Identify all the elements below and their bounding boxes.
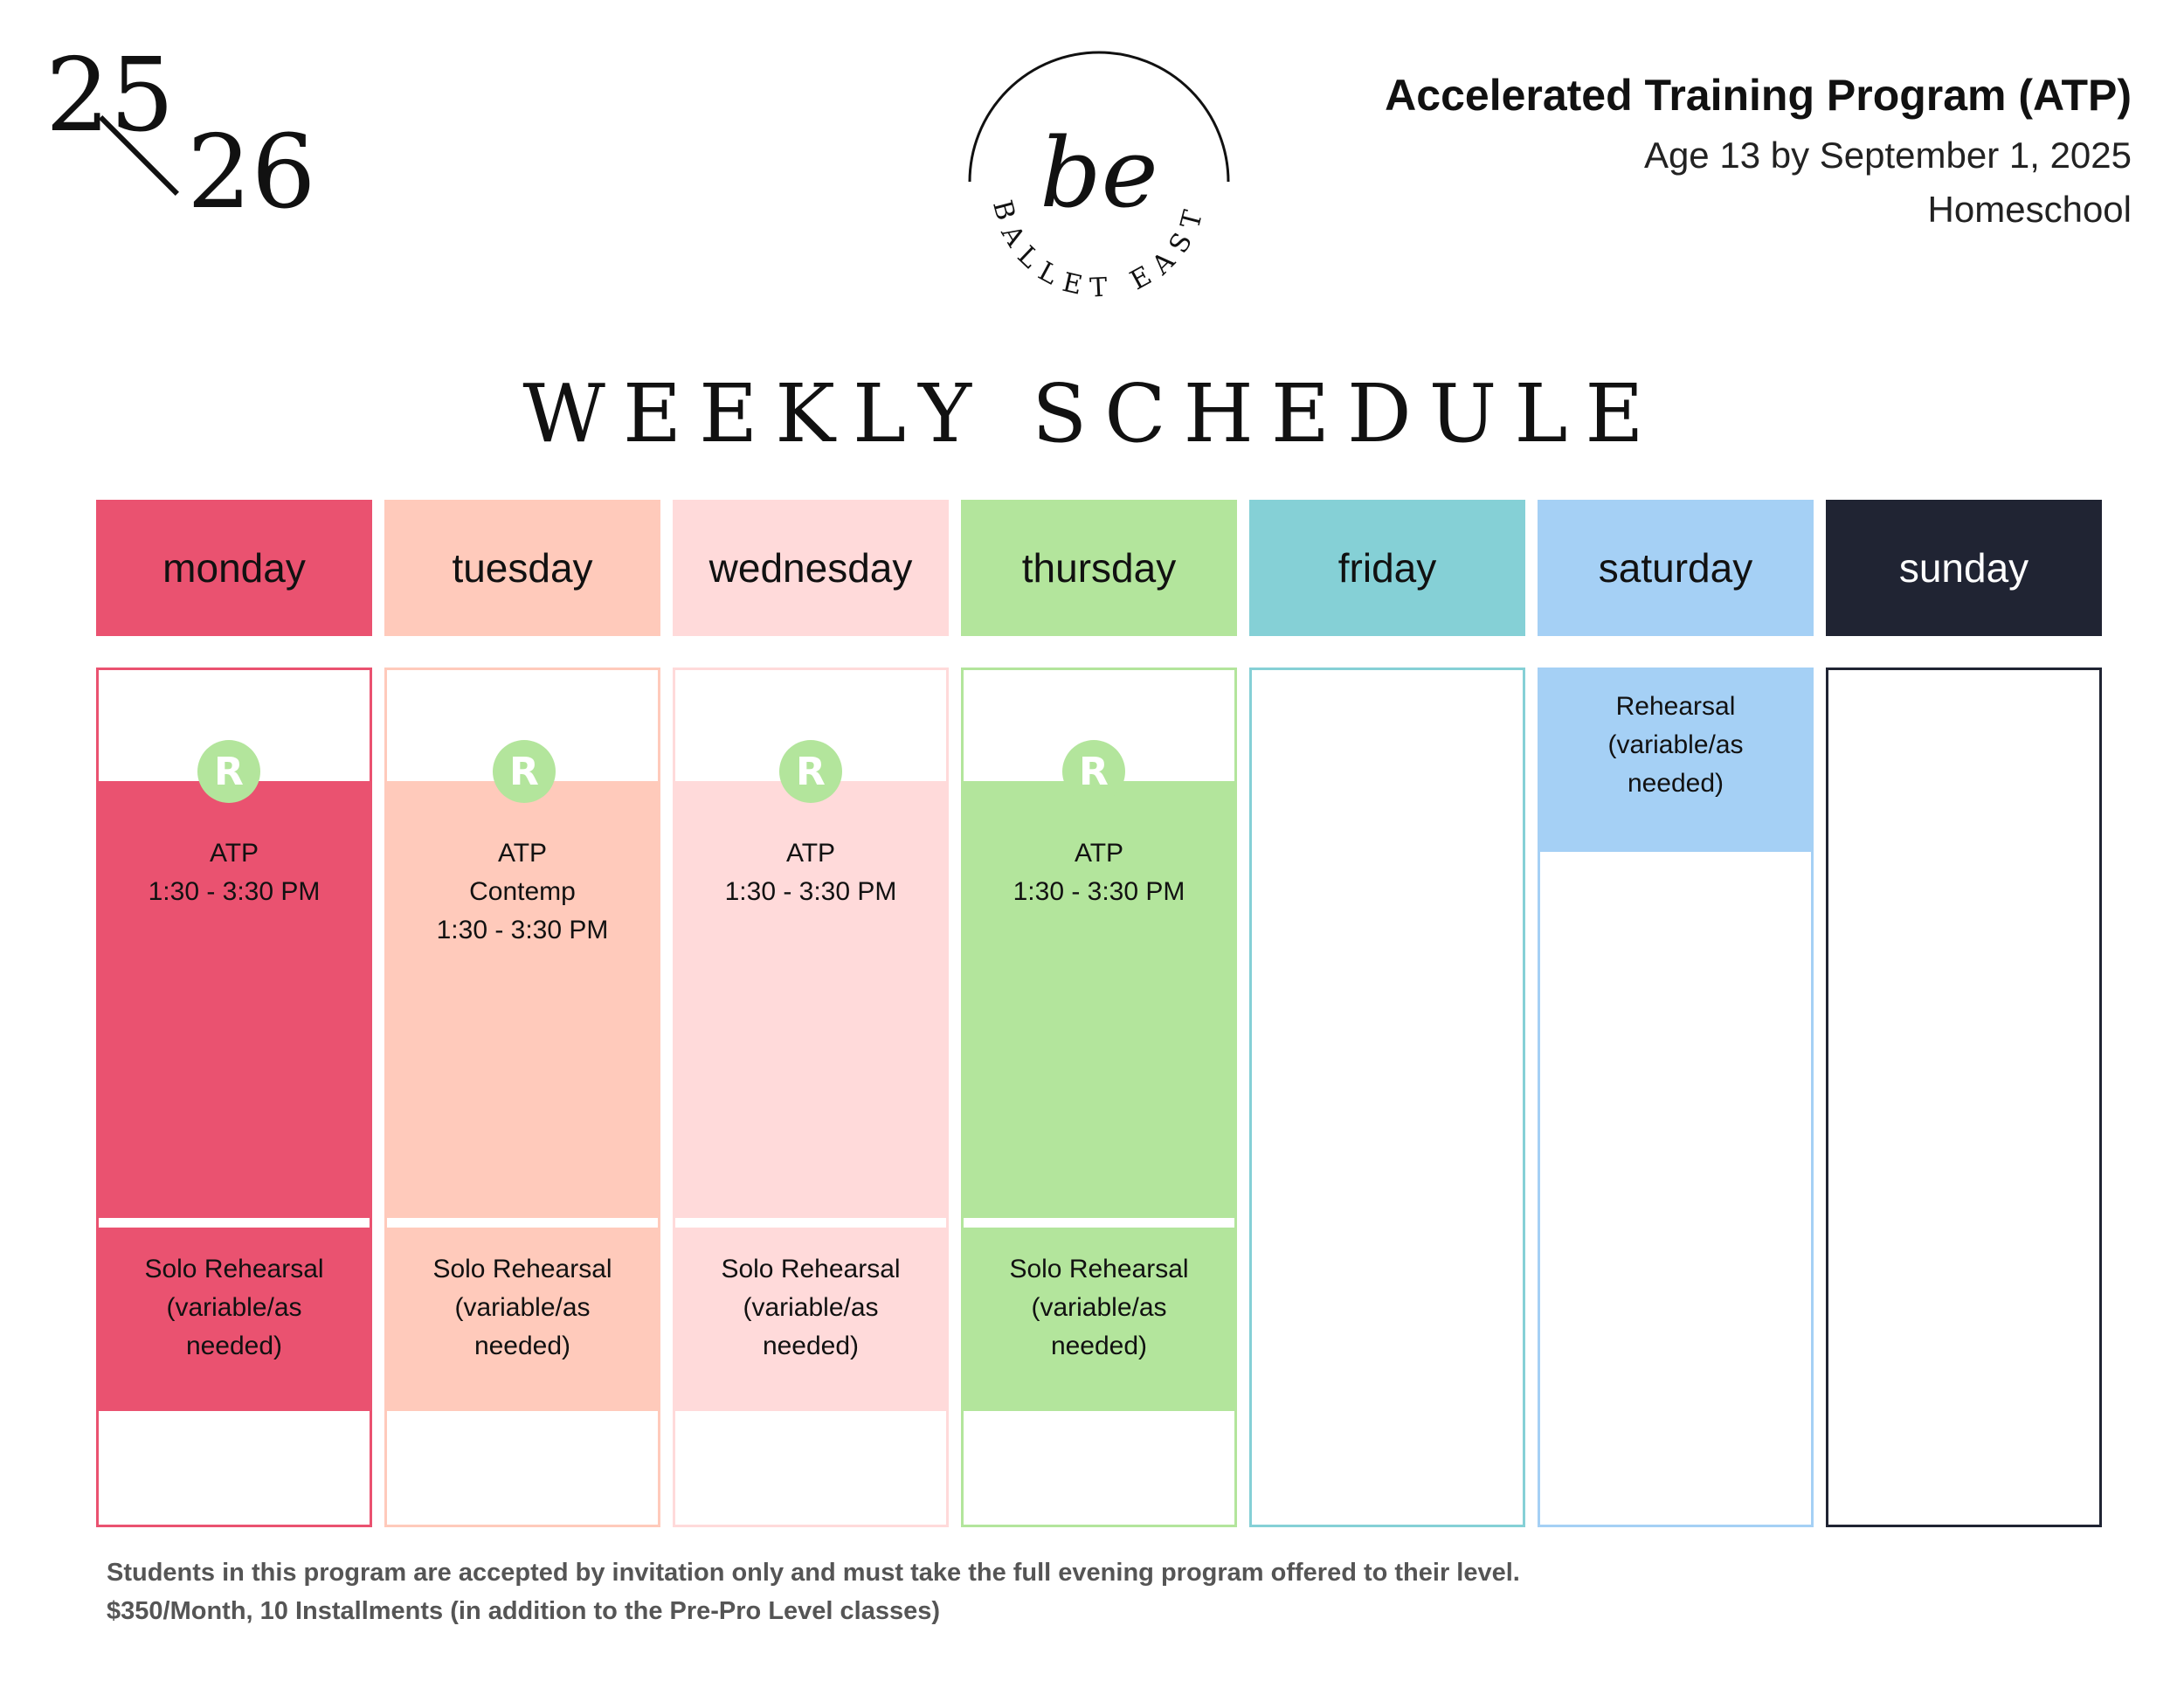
- schedule-title: WEEKLY SCHEDULE: [522, 367, 1662, 460]
- day-cell-saturday: [1538, 668, 1814, 1527]
- day-cell-wednesday: [673, 668, 949, 1527]
- ballet-east-logo: [963, 51, 1235, 323]
- day-header-sunday: sunday: [1826, 500, 2102, 636]
- solo-detail-line: (variable/as: [1031, 1293, 1167, 1322]
- rehearsal-detail-line: needed): [1627, 769, 1724, 798]
- rehearsal-details: [1540, 688, 1811, 803]
- class-detail-line: 1:30 - 3:30 PM: [1013, 877, 1185, 906]
- day-cell-sunday: [1826, 668, 2102, 1527]
- solo-rehearsal-details: [387, 1250, 658, 1366]
- class-detail-line: 1:30 - 3:30 PM: [148, 877, 321, 906]
- day-column-saturday: [1538, 500, 1814, 798]
- solo-rehearsal-details: [964, 1250, 1234, 1366]
- footer-price: $350/Month, 10 Installments (in addition to the Pre-Pro Level classes): [107, 1597, 941, 1625]
- footer-note: Students in this program are accepted by invitation only and must take the full evening program offered to their level.: [107, 1559, 1520, 1587]
- day-header-tuesday: tuesday: [384, 500, 660, 636]
- solo-detail-line: Solo Rehearsal: [721, 1255, 901, 1283]
- class-details: [99, 834, 370, 911]
- solo-detail-line: needed): [1050, 1332, 1148, 1360]
- day-cell-tuesday: [384, 668, 660, 1527]
- class-detail-line: ATP: [785, 839, 836, 868]
- day-header-wednesday: wednesday: [673, 500, 949, 636]
- class-detail-line: ATP: [1074, 839, 1124, 868]
- program-age: Age 13 by September 1, 2025: [1643, 135, 2132, 176]
- class-detail-line: ATP: [209, 839, 259, 868]
- solo-detail-line: (variable/as: [454, 1293, 591, 1322]
- class-details: [675, 834, 946, 911]
- day-header-thursday: thursday: [961, 500, 1237, 636]
- day-column-friday: [1249, 500, 1525, 636]
- rehearsal-badge-icon: R: [197, 740, 260, 803]
- day-cell-friday: [1249, 668, 1525, 1527]
- rehearsal-detail-line: Rehearsal: [1615, 692, 1736, 721]
- solo-detail-line: needed): [473, 1332, 571, 1360]
- solo-detail-line: Solo Rehearsal: [1009, 1255, 1189, 1283]
- day-column-tuesday: [384, 500, 660, 1360]
- day-header-friday: friday: [1249, 500, 1525, 636]
- solo-detail-line: Solo Rehearsal: [144, 1255, 324, 1283]
- logo-monogram: be: [1040, 117, 1158, 229]
- solo-detail-line: (variable/as: [166, 1293, 302, 1322]
- solo-detail-line: needed): [185, 1332, 283, 1360]
- day-column-sunday: [1826, 500, 2102, 636]
- class-detail-line: 1:30 - 3:30 PM: [436, 916, 609, 944]
- solo-rehearsal-details: [675, 1250, 946, 1366]
- program-type: Homeschool: [1927, 189, 2132, 230]
- day-cell-thursday: [961, 668, 1237, 1527]
- solo-detail-line: Solo Rehearsal: [432, 1255, 612, 1283]
- day-header-monday: monday: [96, 500, 372, 636]
- season-end: 26: [187, 114, 316, 232]
- day-column-thursday: [961, 500, 1237, 1360]
- class-details: [387, 834, 658, 950]
- solo-rehearsal-details: [99, 1250, 370, 1366]
- class-detail-line: ATP: [497, 839, 548, 868]
- class-detail-line: Contemp: [469, 877, 576, 906]
- logo-wordmark: BALLET EAST: [985, 197, 1212, 304]
- rehearsal-detail-line: (variable/as: [1607, 730, 1744, 759]
- rehearsal-badge-icon: R: [779, 740, 842, 803]
- rehearsal-badge-icon: R: [1062, 740, 1125, 803]
- rehearsal-badge-icon: R: [493, 740, 556, 803]
- class-detail-line: 1:30 - 3:30 PM: [724, 877, 897, 906]
- day-cell-monday: [96, 668, 372, 1527]
- day-column-wednesday: [673, 500, 949, 1360]
- season-start: 25: [45, 37, 175, 155]
- class-details: [964, 834, 1234, 911]
- solo-detail-line: needed): [762, 1332, 860, 1360]
- day-column-monday: [96, 500, 372, 1360]
- day-header-saturday: saturday: [1538, 500, 1814, 636]
- program-title: Accelerated Training Program (ATP): [1385, 71, 2132, 120]
- solo-detail-line: (variable/as: [743, 1293, 879, 1322]
